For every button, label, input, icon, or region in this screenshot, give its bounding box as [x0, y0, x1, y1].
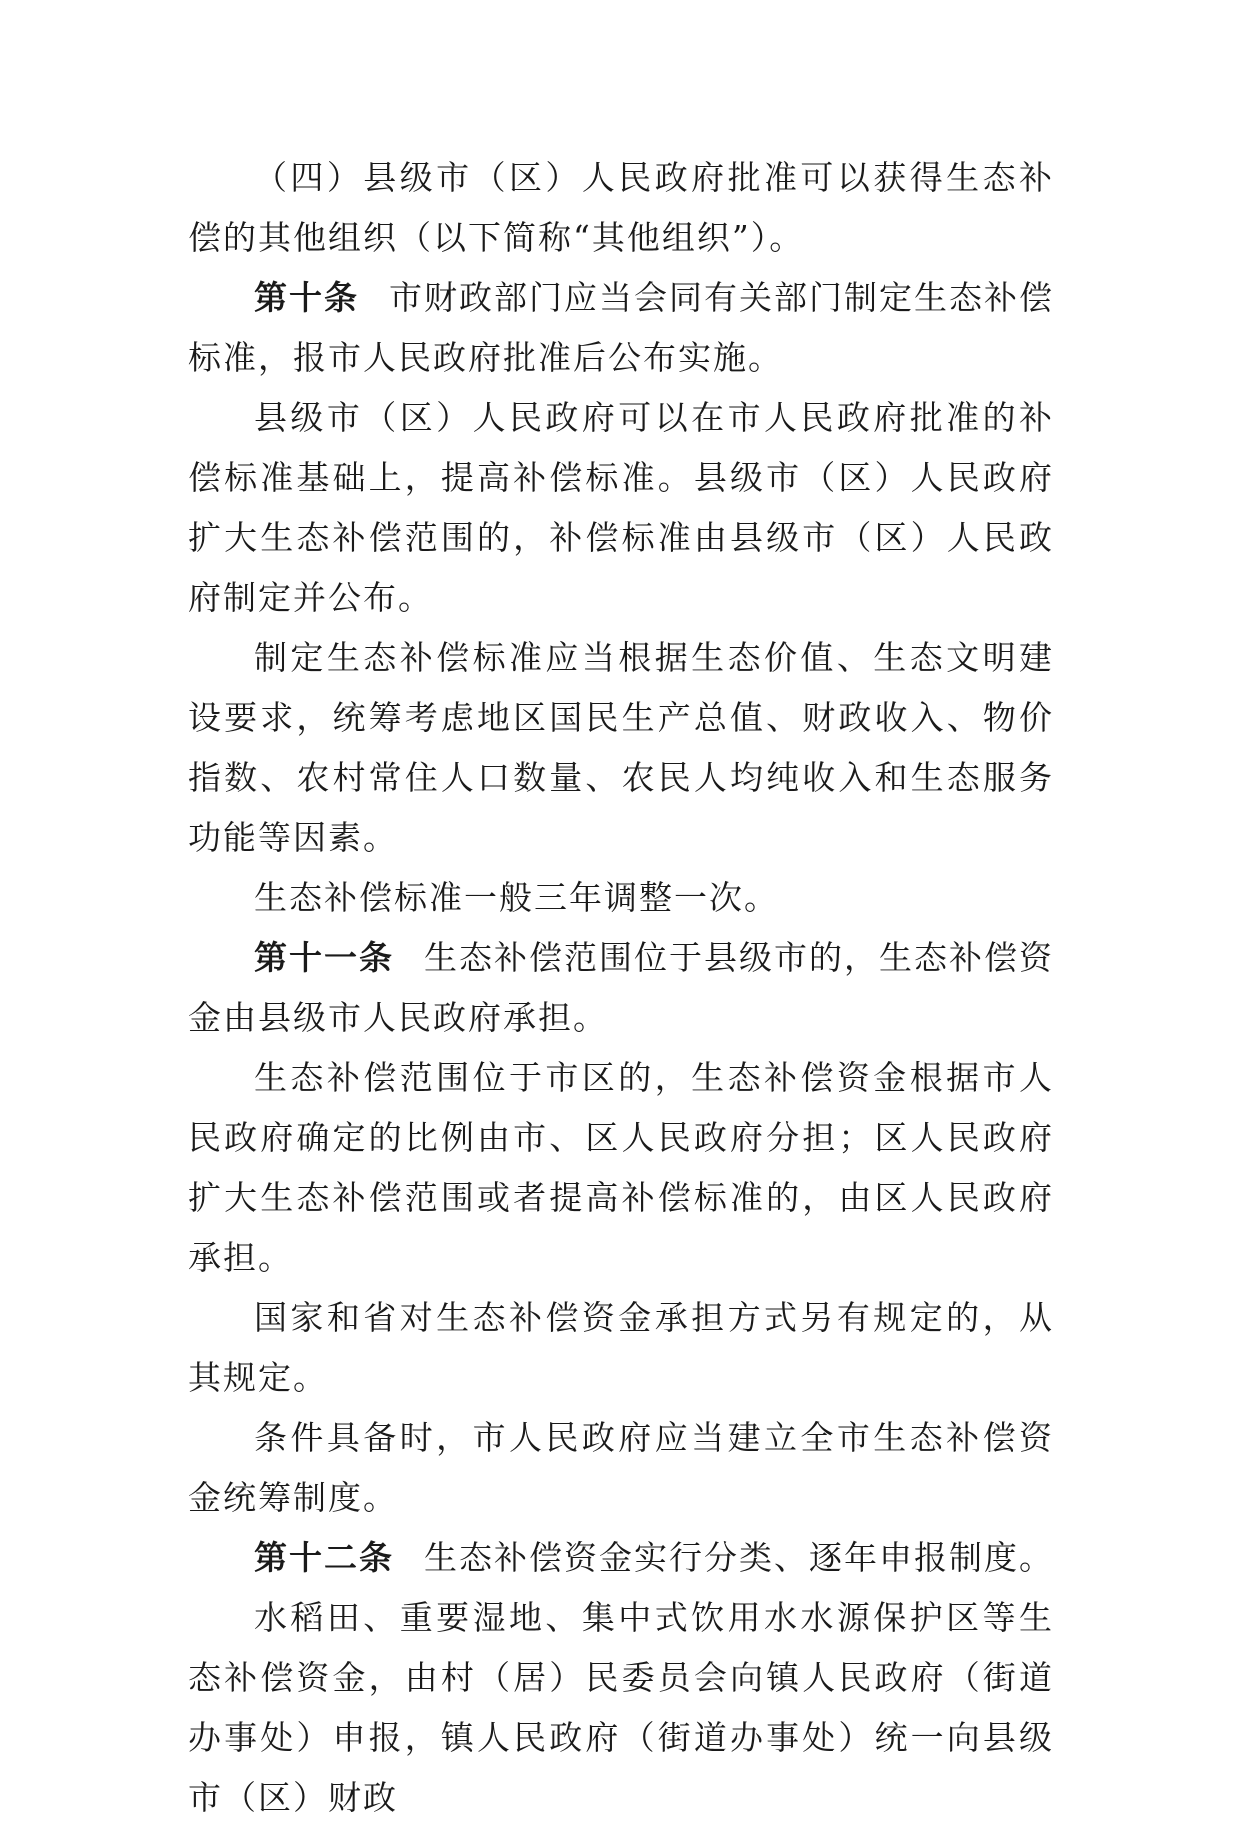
paragraph-text: 国家和省对生态补偿资金承担方式另有规定的，从其规定。 [188, 1298, 1054, 1397]
paragraph-text: 市财政部门应当会同有关部门制定生态补偿标准，报市人民政府批准后公布实施。 [188, 278, 1054, 377]
paragraph [188, 868, 1054, 928]
paragraph-text: （四）县级市（区）人民政府批准可以获得生态补偿的其他组织（以下简称“其他组织”）。 [188, 158, 1054, 257]
article-heading: 第十二条 [254, 1538, 394, 1577]
paragraph-text: 生态补偿标准一般三年调整一次。 [254, 878, 779, 917]
document-body [188, 148, 1054, 1828]
article-heading: 第十一条 [254, 938, 394, 977]
paragraph-text: 生态补偿资金实行分类、逐年申报制度。 [424, 1538, 1054, 1577]
paragraph [188, 1048, 1054, 1288]
paragraph [188, 1588, 1054, 1828]
paragraph [188, 148, 1054, 268]
paragraph-text: 条件具备时，市人民政府应当建立全市生态补偿资金统筹制度。 [188, 1418, 1054, 1517]
paragraph [188, 1408, 1054, 1528]
paragraph-article-10 [188, 268, 1054, 388]
paragraph-text: 水稻田、重要湿地、集中式饮用水水源保护区等生态补偿资金，由村（居）民委员会向镇人民政府（街道办事处）申报，镇人民政府（街道办事处）统一向县级市（区）财政 [188, 1598, 1054, 1817]
paragraph [188, 388, 1054, 628]
paragraph-text: 生态补偿范围位于县级市的，生态补偿资金由县级市人民政府承担。 [188, 938, 1054, 1037]
paragraph-text: 制定生态补偿标准应当根据生态价值、生态文明建设要求，统筹考虑地区国民生产总值、财政收入、物价指数、农村常住人口数量、农民人均纯收入和生态服务功能等因素。 [188, 638, 1054, 857]
paragraph-article-11 [188, 928, 1054, 1048]
paragraph-text: 县级市（区）人民政府可以在市人民政府批准的补偿标准基础上，提高补偿标准。县级市（区）人民政府扩大生态补偿范围的，补偿标准由县级市（区）人民政府制定并公布。 [188, 398, 1054, 617]
paragraph [188, 1288, 1054, 1408]
article-heading: 第十条 [254, 278, 359, 317]
paragraph-article-12 [188, 1528, 1054, 1588]
paragraph-text: 生态补偿范围位于市区的，生态补偿资金根据市人民政府确定的比例由市、区人民政府分担；区人民政府扩大生态补偿范围或者提高补偿标准的，由区人民政府承担。 [188, 1058, 1054, 1277]
paragraph [188, 628, 1054, 868]
